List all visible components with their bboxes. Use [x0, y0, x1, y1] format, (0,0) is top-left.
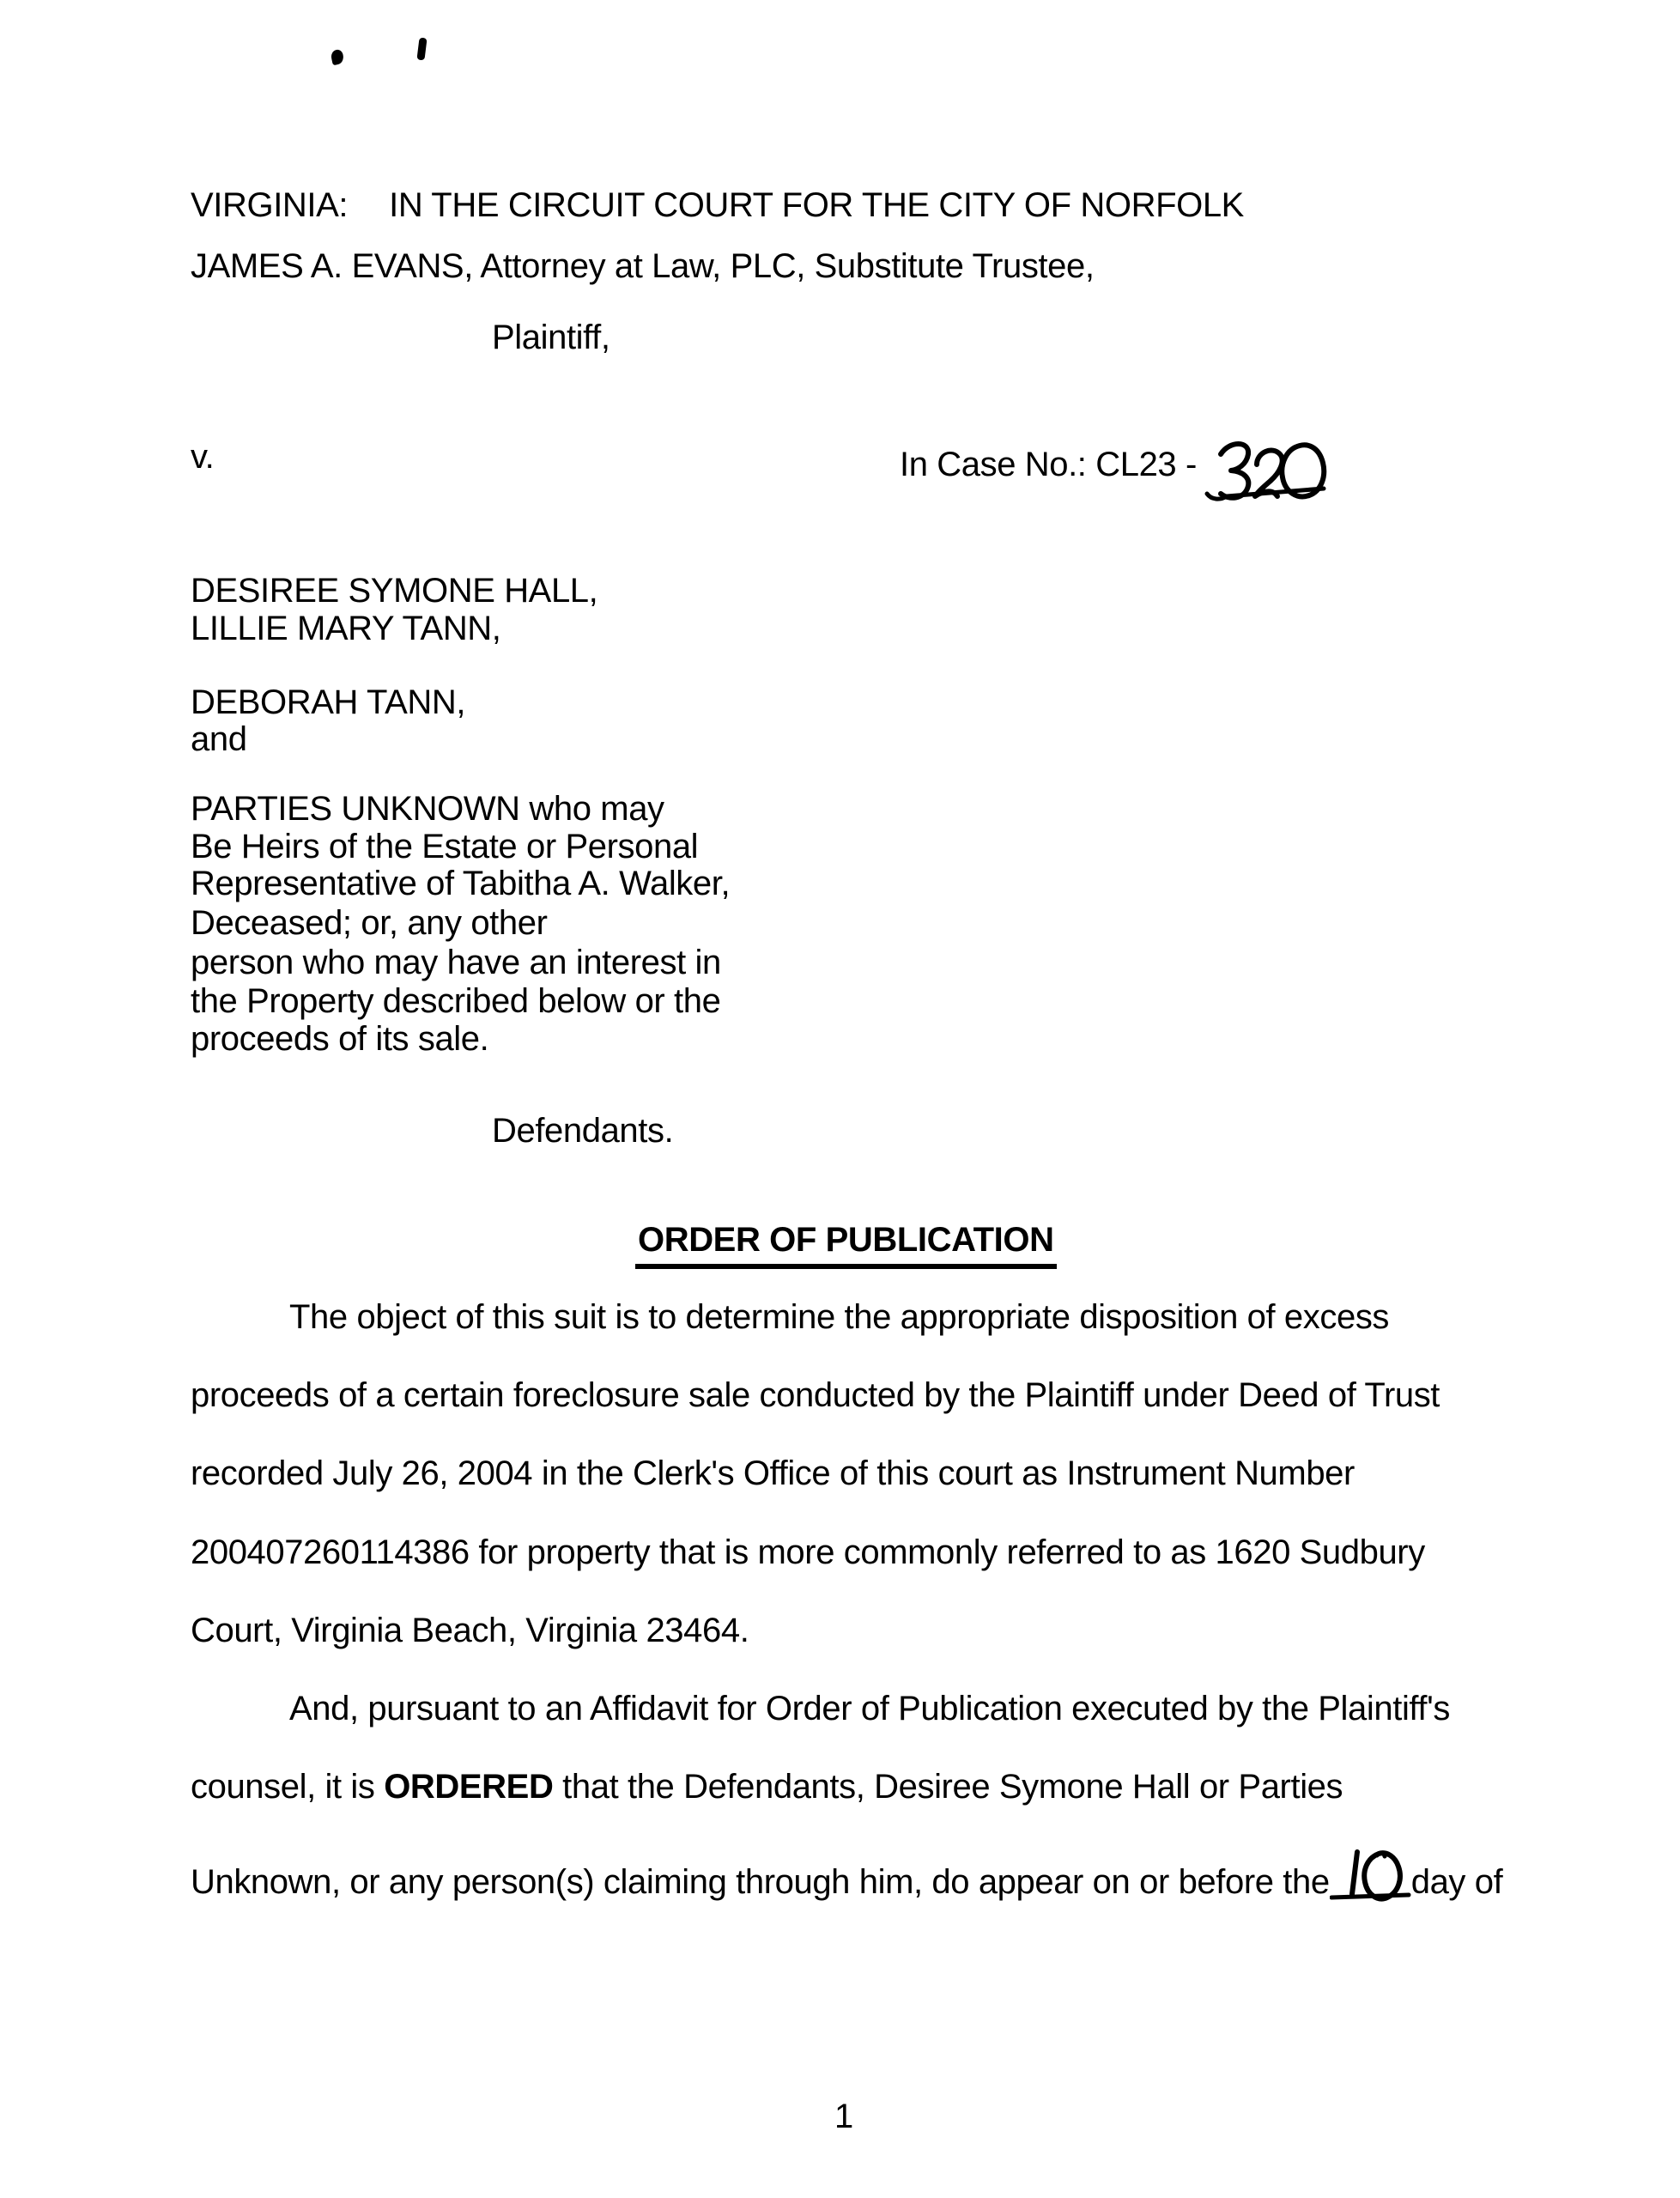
body-text-line: 200407260114386 for property that is more commonly referred to as 1620 Sudbury [191, 1533, 1425, 1571]
order-title-text: ORDER OF PUBLICATION [635, 1220, 1057, 1269]
defendant-line: proceeds of its sale. [191, 1020, 489, 1058]
case-number-label: In Case No.: CL23 - [900, 446, 1197, 483]
plaintiff-designation: Plaintiff, [492, 319, 610, 356]
ink-speck-icon [416, 38, 427, 61]
handwritten-case-number [1200, 437, 1329, 501]
court-header-line [191, 185, 1244, 225]
defendant-designation: Defendants. [492, 1112, 674, 1150]
defendant-line: the Property described below or the [191, 982, 721, 1020]
body-text-line: recorded July 26, 2004 in the Clerk's Office of this court as Instrument Number [191, 1454, 1355, 1492]
court-name: IN THE CIRCUIT COURT FOR THE CITY OF NORFOLK [389, 186, 1244, 224]
defendant-line: DESIREE SYMONE HALL, [191, 572, 598, 610]
plaintiff-name-line: JAMES A. EVANS, Attorney at Law, PLC, Substitute Trustee, [191, 247, 1095, 285]
ink-speck-icon [330, 49, 344, 66]
ordered-sentence-post: that the Defendants, Desiree Symone Hall or Parties [553, 1768, 1343, 1806]
versus-label: v. [191, 438, 215, 476]
ordered-keyword: ORDERED [384, 1768, 554, 1806]
state-label: VIRGINIA: [191, 186, 349, 224]
body-text-line: The object of this suit is to determine the appropriate disposition of excess [289, 1298, 1390, 1336]
order-title [635, 1220, 1057, 1269]
body-text-line [191, 1767, 1343, 1806]
defendant-line: DEBORAH TANN, [191, 683, 466, 721]
body-text-line: Court, Virginia Beach, Virginia 23464. [191, 1612, 749, 1649]
handwritten-day-number [1330, 1845, 1411, 1909]
defendant-line: Be Heirs of the Estate or Personal [191, 828, 699, 865]
page-number: 1 [834, 2098, 853, 2135]
defendant-line: and [191, 720, 247, 758]
case-number-line [900, 437, 1329, 501]
appear-sentence-post: day of [1410, 1863, 1503, 1901]
defendant-line: PARTIES UNKNOWN who may [191, 790, 664, 828]
body-text-line: proceeds of a certain foreclosure sale conducted by the Plaintiff under Deed of Trust [191, 1376, 1440, 1414]
defendant-line: Representative of Tabitha A. Walker, [191, 865, 731, 902]
defendant-line: LILLIE MARY TANN, [191, 610, 501, 647]
ordered-sentence-pre: counsel, it is [191, 1768, 385, 1806]
defendant-line: Deceased; or, any other [191, 904, 548, 942]
body-text-line [191, 1845, 1502, 1909]
defendant-line: person who may have an interest in [191, 944, 721, 981]
appear-sentence-pre: Unknown, or any person(s) claiming through him, do appear on or before the [191, 1863, 1330, 1901]
body-text-line: And, pursuant to an Affidavit for Order of Publication executed by the Plaintiff's [289, 1690, 1450, 1727]
